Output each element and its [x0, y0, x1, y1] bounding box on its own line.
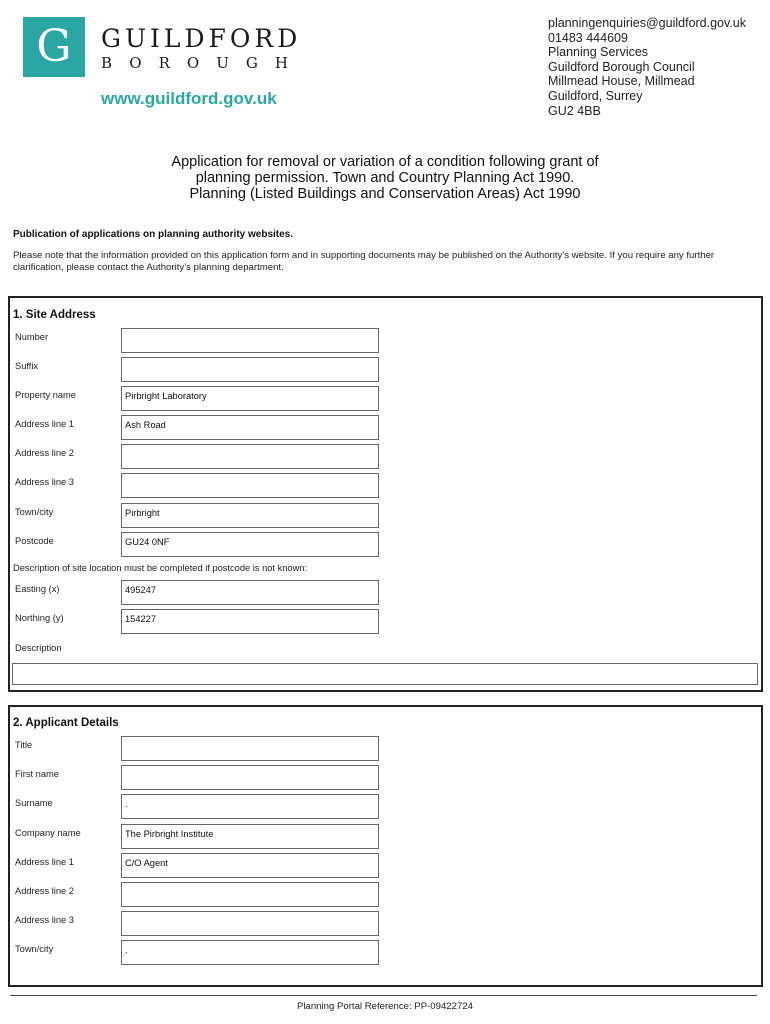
portal-reference: Planning Portal Reference: PP-09422724 [296, 1001, 473, 1012]
town-city-input[interactable]: Pirbright [121, 503, 379, 528]
council-logo-mark [23, 17, 85, 77]
contact-line: Guildford, Surrey [548, 88, 643, 103]
field-label: Number [15, 332, 49, 342]
contact-line: Millmead House, Millmead [548, 74, 695, 89]
address-line-3-input[interactable] [121, 473, 379, 498]
title-input[interactable] [121, 736, 379, 761]
applicant-address-line-3-input[interactable] [121, 911, 379, 936]
field-label: Northing (y) [15, 613, 64, 623]
number-input[interactable] [121, 328, 379, 353]
applicant-address-line-1-input[interactable]: C/O Agent [121, 853, 379, 878]
postcode-input[interactable]: GU24 0NF [121, 532, 379, 557]
publication-notice: Please note that the information provided on this application form and in supporting documents may be published on the Authority’s website. If you require any further clarification, please contact the Authority’s planning department. [13, 250, 715, 273]
contact-line: Planning Services [548, 45, 649, 60]
field-label: Address line 1 [15, 419, 74, 429]
section-heading: 2. Applicant Details [13, 717, 119, 729]
field-label: Town/city [15, 944, 54, 954]
field-label: First name [15, 769, 59, 779]
field-label: Address line 3 [15, 477, 74, 487]
field-label: Postcode [15, 536, 54, 546]
field-label: Title [15, 740, 33, 750]
contact-phone: 01483 444609 [548, 30, 628, 45]
suffix-input[interactable] [121, 357, 379, 382]
description-input[interactable] [12, 663, 758, 685]
field-label: Description [15, 643, 62, 653]
logo-letter: G [36, 21, 72, 72]
surname-input[interactable]: . [121, 794, 379, 819]
field-label: Address line 1 [15, 857, 74, 867]
publication-heading: Publication of applications on planning authority websites. [13, 229, 294, 240]
easting-input[interactable]: 495247 [121, 580, 379, 605]
field-label: Address line 3 [15, 915, 74, 925]
company-name-input[interactable]: The Pirbright Institute [121, 824, 379, 849]
form-title [60, 154, 710, 202]
property-name-input[interactable]: Pirbright Laboratory [121, 386, 379, 411]
contact-email[interactable]: planningenquiries@guildford.gov.uk [548, 16, 747, 30]
form-title-line: planning permission. Town and Country Planning Act 1990. [195, 170, 575, 186]
field-label: Address line 2 [15, 886, 74, 896]
logo-name-line2: BOROUGH [101, 54, 305, 72]
form-title-line: Application for removal or variation of a condition following grant of [171, 154, 599, 170]
contact-line: Guildford Borough Council [548, 59, 695, 74]
field-label: Easting (x) [15, 584, 60, 594]
address-line-2-input[interactable] [121, 444, 379, 469]
field-label: Town/city [15, 507, 54, 517]
field-label: Suffix [15, 361, 39, 371]
address-line-1-input[interactable]: Ash Road [121, 415, 379, 440]
field-label: Company name [15, 828, 81, 838]
location-note: Description of site location must be completed if postcode is not known: [13, 563, 308, 573]
website-link[interactable]: www.guildford.gov.uk [101, 89, 277, 108]
logo-name-line1: GUILDFORD [101, 24, 302, 53]
footer-divider [10, 995, 757, 996]
contact-line: GU2 4BB [548, 103, 601, 118]
northing-input[interactable]: 154227 [121, 609, 379, 634]
field-label: Property name [15, 390, 76, 400]
applicant-address-line-2-input[interactable] [121, 882, 379, 907]
field-label: Address line 2 [15, 448, 74, 458]
contact-block [548, 16, 746, 118]
first-name-input[interactable] [121, 765, 379, 790]
applicant-town-city-input[interactable]: . [121, 940, 379, 965]
field-label: Surname [15, 798, 53, 808]
section-heading: 1. Site Address [13, 309, 96, 321]
form-title-line: Planning (Listed Buildings and Conservation Areas) Act 1990 [189, 186, 581, 202]
